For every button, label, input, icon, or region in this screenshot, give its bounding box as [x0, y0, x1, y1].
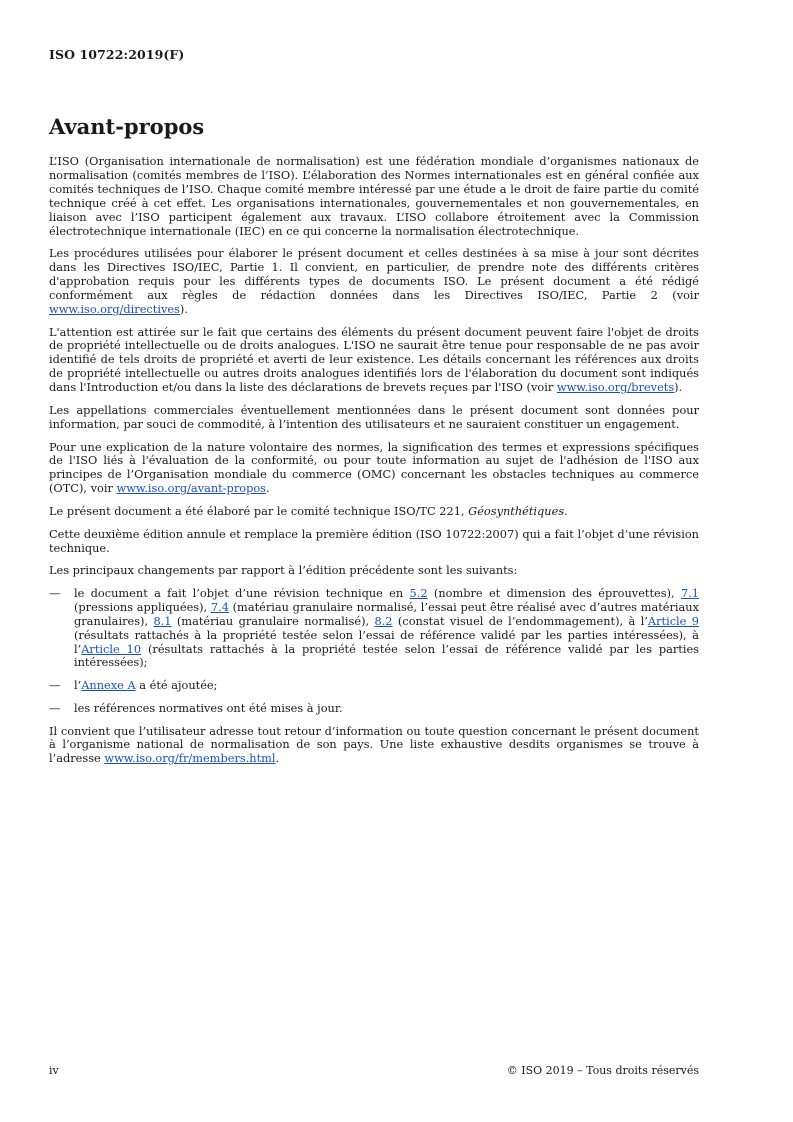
paragraph-iso-intro: L’ISO (Organisation internationale de normalisation) est une fédération mondiale d’organismes nationaux de normalisation (comités membres de l’ISO). L’élaboration des Normes internationales est en général confiée aux comités techniques de l’ISO. Chaque comité membre intéressé par une étude a le droit de faire partie du comité technique créé à cet effet. Les organisations internationales, gouvernementales et non gouvernementales, en liaison avec l’ISO participent également aux travaux. L’ISO collabore étroitement avec la Commission électrotechnique internationale (IEC) en ce qui concerne la normalisation électrotechnique. — [49, 154, 699, 238]
list-item: — l’Annexe A a été ajoutée; — [49, 678, 218, 693]
foreword-body — [49, 155, 699, 775]
list-item: — les références normatives ont été mises à jour. — [49, 700, 343, 715]
link-clause-8-2[interactable]: 8.2 — [374, 613, 393, 628]
paragraph-trade-names: Les appellations commerciales éventuellement mentionnées dans le présent document sont données pour information, par souci de commodité, à l’intention des utilisateurs et ne sauraient constituer un engagement. — [49, 402, 699, 431]
link-brevets[interactable]: www.iso.org/brevets — [556, 380, 675, 395]
paragraph-voluntary-nature: Pour une explication de la nature volontaire des normes, la signification des termes et expressions spécifiques de l'ISO liés à l'évaluation de la conformité, ou pour toute information au sujet de l'adhésion de l'ISO aux principes de l’Organisation mondiale du commerce (OMC) concernant les obstacles techniques au commerce (OTC), voir www.iso.org/avant-propos. — [49, 439, 699, 496]
list-item: — le document a fait l’objet d’une révision technique en 5.2 (nombre et dimension des éprouvettes), 7.1 (pressions appliquées), 7.4 (matériau granulaire normalisé, l’essai peut être réalisé avec d’autres matériaux granulaires), 8.1 (matériau granulaire normalisé), 8.2 (constat visuel de l’endommagement), à l’Article 9 (résultats rattachés à la propriété testée selon l’essai de référence validé par les parties intéressées), à l’Article 10 (résultats rattachés à la propriété testée selon l’essai de référence validé par les parties intéressées); — [49, 585, 700, 670]
page-title: Avant-propos — [49, 114, 205, 139]
link-members[interactable]: www.iso.org/fr/members.html — [104, 751, 276, 766]
link-clause-7-1[interactable]: 7.1 — [680, 585, 699, 600]
link-clause-7-4[interactable]: 7.4 — [210, 599, 229, 614]
link-article-9[interactable]: Article 9 — [647, 613, 699, 628]
link-clause-8-1[interactable]: 8.1 — [153, 613, 172, 628]
paragraph-committee: Le présent document a été élaboré par le comité technique ISO/TC 221, Géosynthétiques. — [49, 503, 568, 518]
link-annexe-a[interactable]: Annexe A — [81, 678, 136, 693]
page-number: iv — [49, 1064, 59, 1077]
paragraph-patents: L'attention est attirée sur le fait que certains des éléments du présent document peuvent faire l'objet de droits de propriété intellectuelle ou de droits analogues. L'ISO ne saurait être tenue pour responsable de ne pas avoir identifié de tels droits de propriété et averti de leur existence. Les détails concernant les références aux droits de propriété intellectuelle ou autres droits analogues identifiés lors de l'élaboration du document sont indiqués dans l'Introduction et/ou dans la liste des déclarations de brevets reçues par l'ISO (voir www.iso.org/brevets). — [49, 324, 699, 395]
paragraph-procedures: Les procédures utilisées pour élaborer le présent document et celles destinées à sa mise à jour sont décrites dans les Directives ISO/IEC, Partie 1. Il convient, en particulier, de prendre note des différents critères d'approbation requis pour les différents types de documents ISO. Le présent document a été rédigé conformément aux règles de rédaction données dans les Directives ISO/IEC, Partie 2 (voir www.iso.org/directives). — [49, 246, 699, 316]
copyright-notice: © ISO 2019 – Tous droits réservés — [506, 1064, 699, 1077]
paragraph-edition: Cette deuxième édition annule et remplace la première édition (ISO 10722:2007) qui a fait l’objet d’une révision technique. — [49, 526, 699, 555]
paragraph-changes-intro: Les principaux changements par rapport à l’édition précédente sont les suivants: — [49, 563, 518, 578]
document-id-header: ISO 10722:2019(F) — [49, 47, 185, 62]
paragraph-feedback: Il convient que l’utilisateur adresse tout retour d’information ou toute question concernant le présent document à l’organisme national de normalisation de son pays. Une liste exhaustive desdits organismes se trouve à l’adresse www.iso.org/fr/members.html. — [49, 723, 699, 766]
list-dash: — — [49, 678, 61, 693]
link-directives[interactable]: www.iso.org/directives — [49, 301, 180, 316]
link-avant-propos[interactable]: www.iso.org/avant-propos — [116, 481, 266, 496]
list-dash: — — [49, 585, 61, 600]
list-dash: — — [49, 700, 61, 715]
link-article-10[interactable]: Article 10 — [81, 641, 142, 656]
link-clause-5-2[interactable]: 5.2 — [409, 585, 428, 600]
